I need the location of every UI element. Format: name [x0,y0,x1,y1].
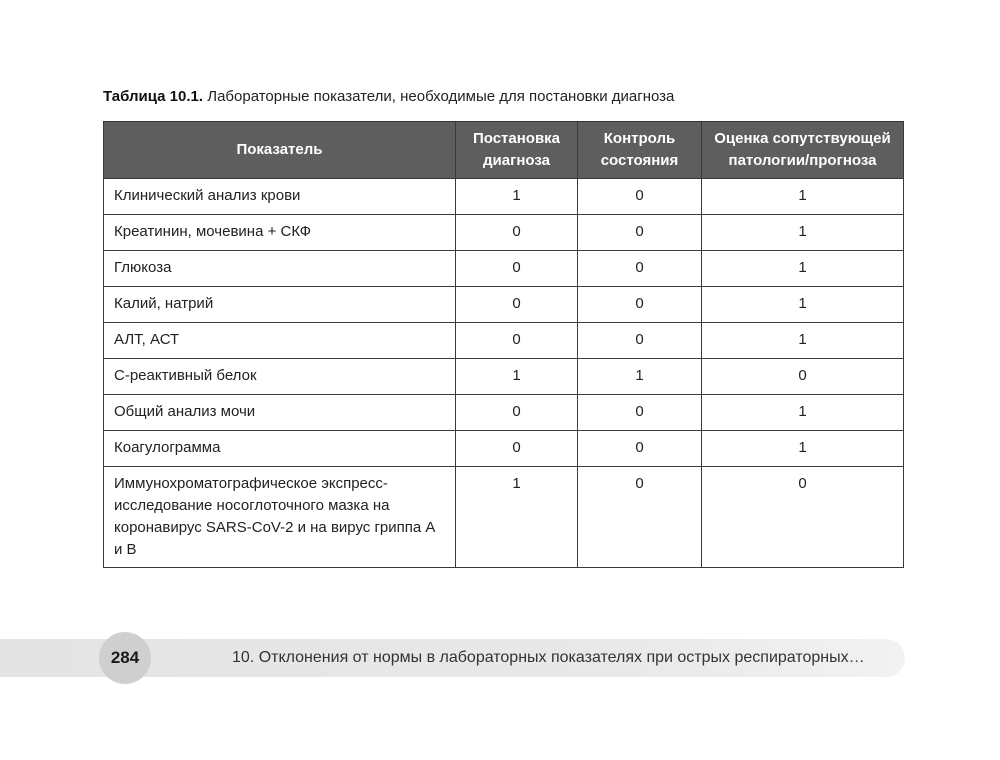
diagnosis-cell: 1 [456,359,578,395]
monitoring-cell: 0 [578,179,702,215]
comorbidity-cell: 0 [702,359,904,395]
monitoring-cell: 0 [578,323,702,359]
table-header-row [104,122,904,179]
table-row [104,323,904,359]
table-row [104,251,904,287]
indicator-cell: Креатинин, мочевина + СКФ [104,215,456,251]
comorbidity-cell: 1 [702,179,904,215]
monitoring-cell: 1 [578,359,702,395]
table-caption [103,88,674,105]
table-row [104,467,904,568]
column-header-indicator: Показатель [104,122,456,179]
monitoring-cell: 0 [578,467,702,568]
comorbidity-cell: 1 [702,395,904,431]
indicator-cell: Иммунохроматографическое экспресс-исследование носоглоточного мазка на коронавирус SARS-CoV-2 и на вирус гриппа А и В [104,467,456,568]
column-header-comorbidity: Оценка сопутствующей патологии/прогноза [702,122,904,179]
comorbidity-cell: 1 [702,287,904,323]
table-row [104,215,904,251]
diagnosis-cell: 0 [456,251,578,287]
indicator-cell: Коагулограмма [104,431,456,467]
column-header-monitoring: Контроль состояния [578,122,702,179]
comorbidity-cell: 1 [702,251,904,287]
table-row [104,395,904,431]
indicator-cell: С-реактивный белок [104,359,456,395]
page-number: 284 [99,632,151,684]
diagnosis-cell: 0 [456,287,578,323]
comorbidity-cell: 1 [702,323,904,359]
table-row [104,179,904,215]
monitoring-cell: 0 [578,431,702,467]
diagnosis-cell: 1 [456,179,578,215]
indicator-cell: АЛТ, АСТ [104,323,456,359]
diagnosis-cell: 0 [456,323,578,359]
diagnosis-cell: 0 [456,395,578,431]
diagnosis-cell: 1 [456,467,578,568]
table-row [104,431,904,467]
table-caption-label: Таблица 10.1. [103,88,204,105]
diagnosis-cell: 0 [456,215,578,251]
lab-indicators-table [103,121,904,568]
running-title: 10. Отклонения от нормы в лабораторных показателях при острых респираторных… [232,649,865,666]
table-row [104,359,904,395]
comorbidity-cell: 1 [702,431,904,467]
indicator-cell: Глюкоза [104,251,456,287]
table-row [104,287,904,323]
diagnosis-cell: 0 [456,431,578,467]
comorbidity-cell: 1 [702,215,904,251]
monitoring-cell: 0 [578,251,702,287]
indicator-cell: Клинический анализ крови [104,179,456,215]
monitoring-cell: 0 [578,395,702,431]
monitoring-cell: 0 [578,215,702,251]
monitoring-cell: 0 [578,287,702,323]
indicator-cell: Калий, натрий [104,287,456,323]
comorbidity-cell: 0 [702,467,904,568]
indicator-cell: Общий анализ мочи [104,395,456,431]
column-header-diagnosis: Постановка диагноза [456,122,578,179]
table-caption-text: Лабораторные показатели, необходимые для постановки диагноза [207,88,675,105]
